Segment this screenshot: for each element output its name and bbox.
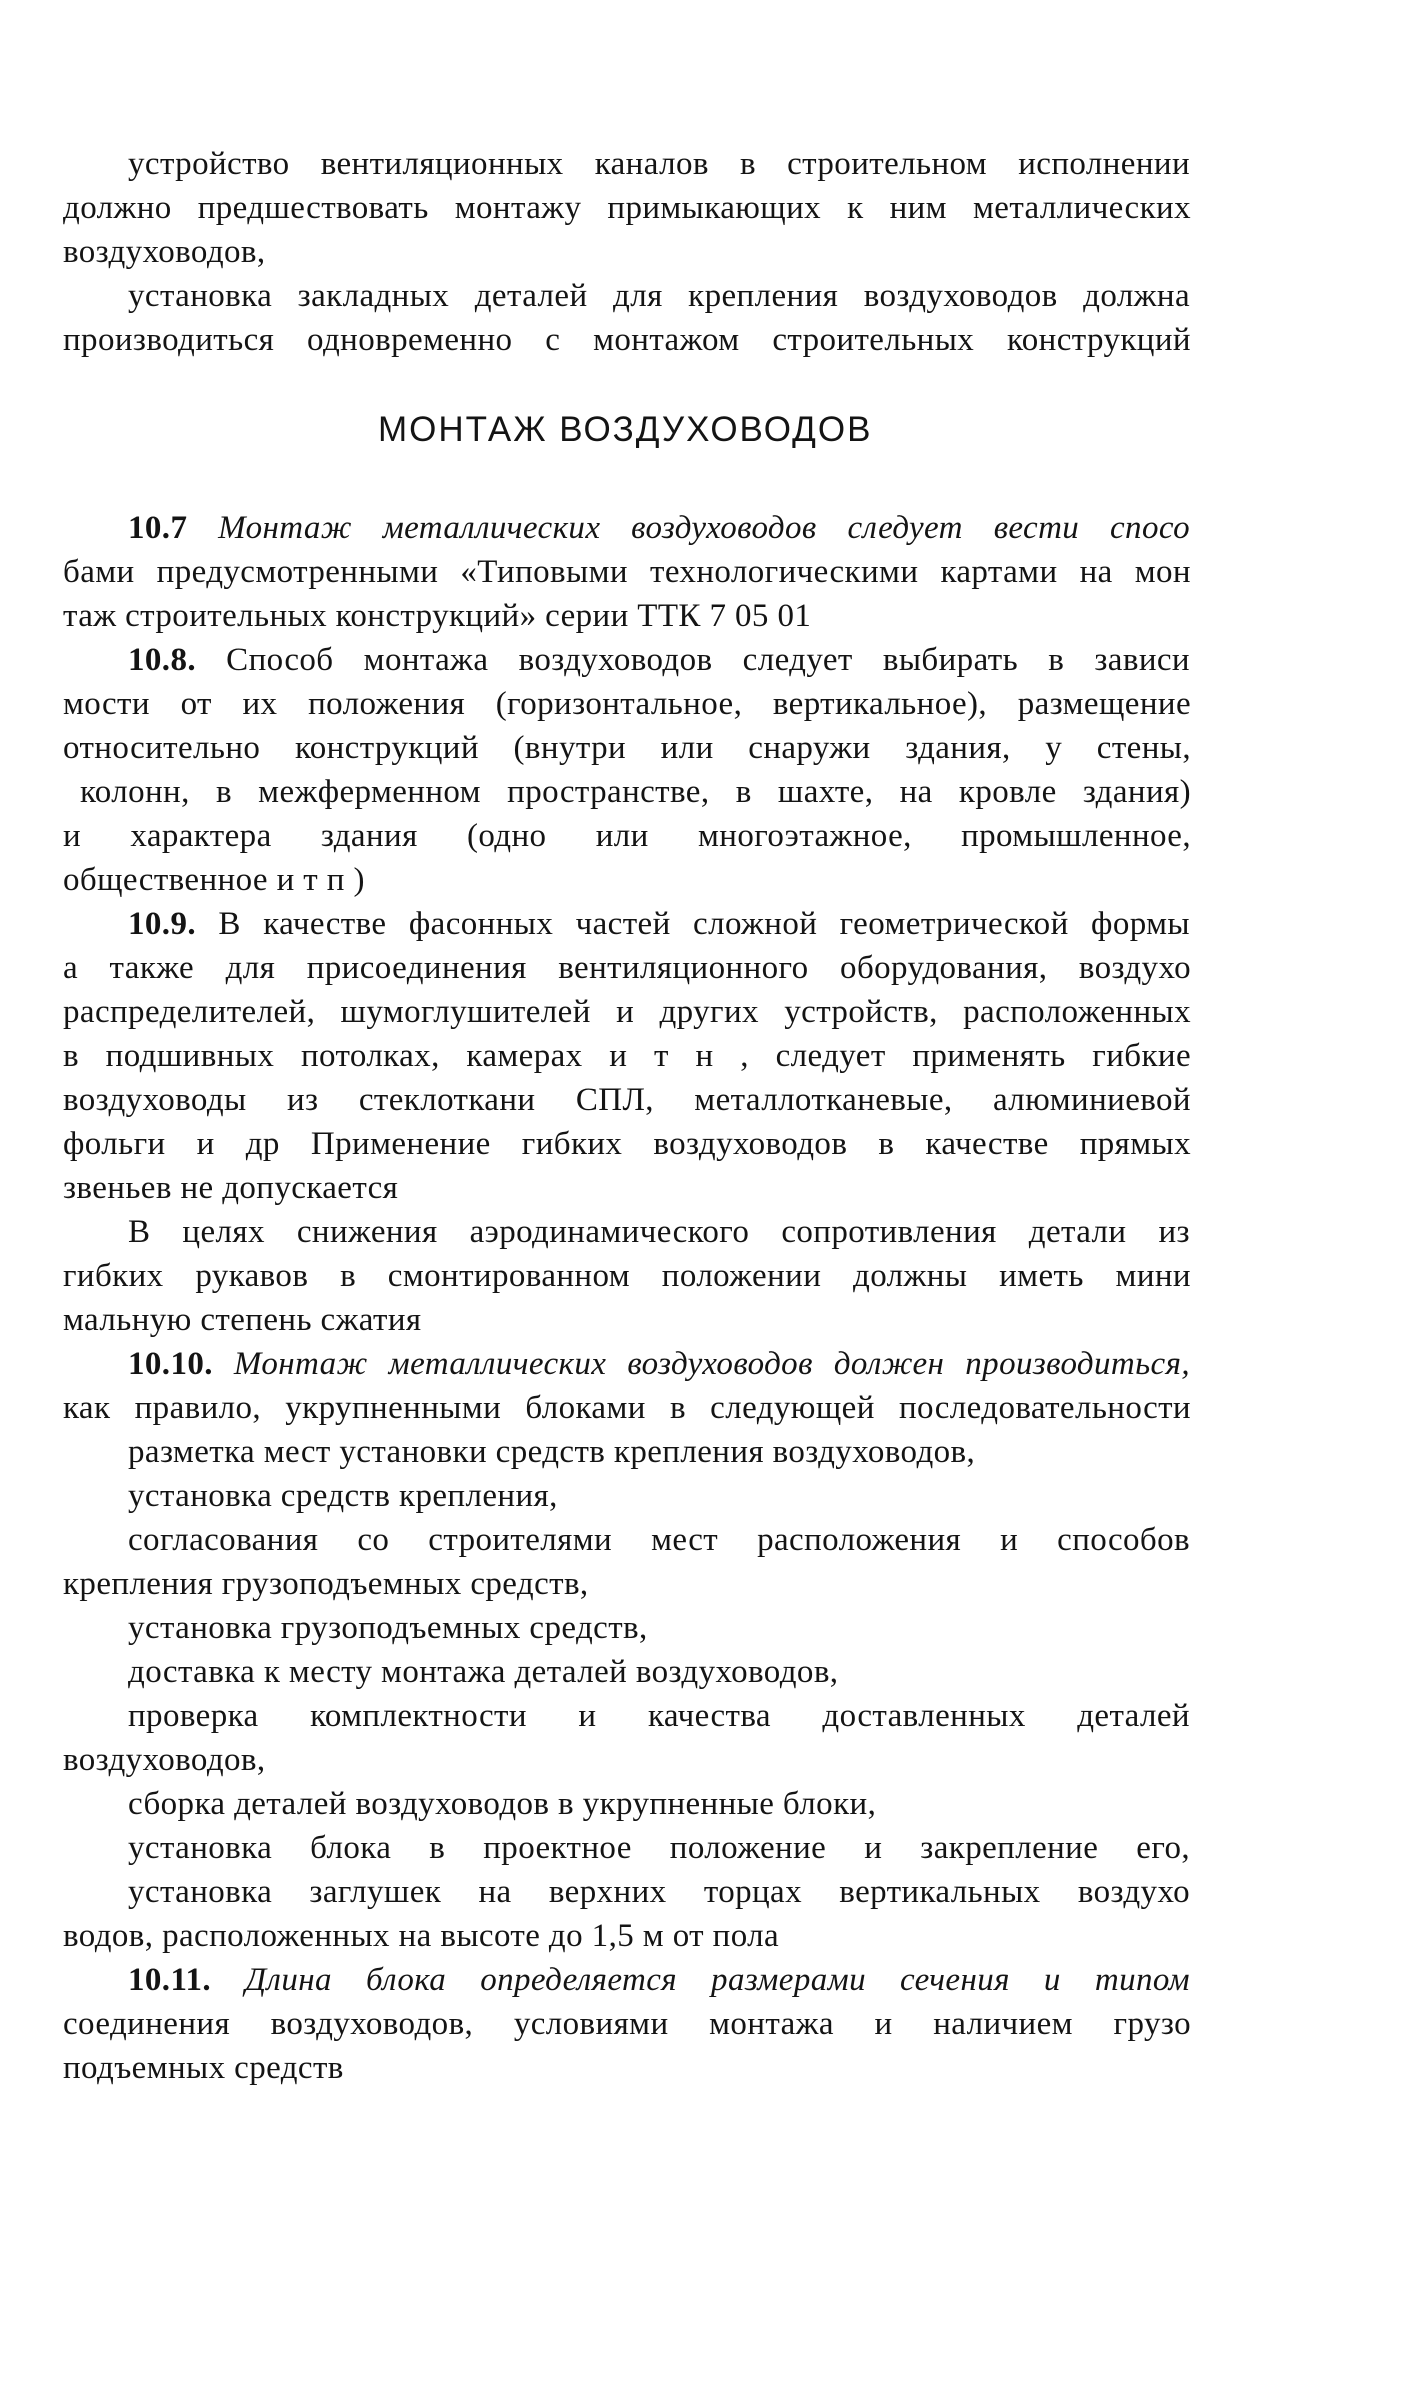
clause-number: 10.11. [128,1962,212,1998]
list-item: установка средств крепления, [128,1478,558,1514]
text-line: воздуховодов, [63,1742,266,1778]
list-item: установка заглушек на верхних торцах вертикальных воздухо [128,1874,1190,1910]
text-line: производиться одновременно с монтажом строительных конструкций [63,322,1191,358]
clause-text: Длина блока определяется размерами сечения и типом [211,1962,1190,1998]
list-item: доставка к месту монтажа деталей воздуховодов, [128,1654,839,1690]
clause-number: 10.7 [128,510,188,546]
list-item: разметка мест установки средств крепления воздуховодов, [128,1434,976,1470]
section-title: МОНТАЖ ВОЗДУХОВОДОВ [378,410,873,449]
paragraph-10-8-line [128,640,1190,680]
text-line: водов, расположенных на высоте до 1,5 м от пола [63,1918,780,1954]
paragraph-10-9-line [128,904,1190,944]
clause-text: Монтаж металлических воздуховодов следует вести спосо [187,510,1190,546]
text-line: В целях снижения аэродинамического сопротивления детали из [128,1214,1190,1250]
text-line: относительно конструкций (внутри или снаружи здания, у стены, [63,730,1191,766]
text-line: воздуховодов, [63,234,266,270]
text-line: распределителей, шумоглушителей и других устройств, расположенных [63,994,1191,1030]
list-item: сборка деталей воздуховодов в укрупненные блоки, [128,1786,877,1822]
text-line: как правило, укрупненными блоками в следующей последовательности [63,1390,1191,1426]
text-line: бами предусмотренными «Типовыми технологическими картами на мон [63,554,1191,590]
text-line: устройство вентиляционных каналов в строительном исполнении [128,146,1190,182]
text-line: таж строительных конструкций» серии ТТК 7 05 01 [63,598,812,634]
text-line: мости от их положения (горизонтальное, вертикальное), размещение [63,686,1191,722]
list-item: проверка комплектности и качества доставленных деталей [128,1698,1190,1734]
text-line: должно предшествовать монтажу примыкающих к ним металлических [63,190,1191,226]
text-line: и характера здания (одно или многоэтажное, промышленное, [63,818,1191,854]
paragraph-10-11-line [128,1960,1190,2000]
clause-text: Способ монтажа воздуховодов следует выбирать в зависи [196,642,1190,678]
paragraph-10-10-line [128,1344,1190,1384]
text-line: колонн, в межферменном пространстве, в шахте, на кровле здания) [80,774,1191,810]
text-line: установка закладных деталей для крепления воздуховодов должна [128,278,1190,314]
text-line: гибких рукавов в смонтированном положении должны иметь мини [63,1258,1191,1294]
paragraph-10-7-line [128,508,1190,548]
text-line: мальную степень сжатия [63,1302,422,1338]
list-item: установка грузоподъемных средств, [128,1610,648,1646]
clause-text: Монтаж металлических воздуховодов должен производиться, [212,1346,1190,1382]
clause-number: 10.8. [128,642,196,678]
text-line: фольги и др Применение гибких воздуховодов в качестве прямых [63,1126,1191,1162]
text-line: воздуховоды из стеклоткани СПЛ, металлотканевые, алюминиевой [63,1082,1191,1118]
text-line: общественное и т п ) [63,862,365,898]
clause-text: В качестве фасонных частей сложной геометрической формы [196,906,1190,942]
text-line: подъемных средств [63,2050,344,2086]
text-line: а также для присоединения вентиляционного оборудования, воздухо [63,950,1191,986]
text-line: в подшивных потолках, камерах и т н , следует применять гибкие [63,1038,1191,1074]
text-line: звеньев не допускается [63,1170,399,1206]
text-line: соединения воздуховодов, условиями монтажа и наличием грузо [63,2006,1191,2042]
list-item: установка блока в проектное положение и закрепление его, [128,1830,1190,1866]
clause-number: 10.9. [128,906,196,942]
list-item: согласования со строителями мест расположения и способов [128,1522,1190,1558]
text-line: крепления грузоподъемных средств, [63,1566,589,1602]
clause-number: 10.10. [128,1346,213,1382]
